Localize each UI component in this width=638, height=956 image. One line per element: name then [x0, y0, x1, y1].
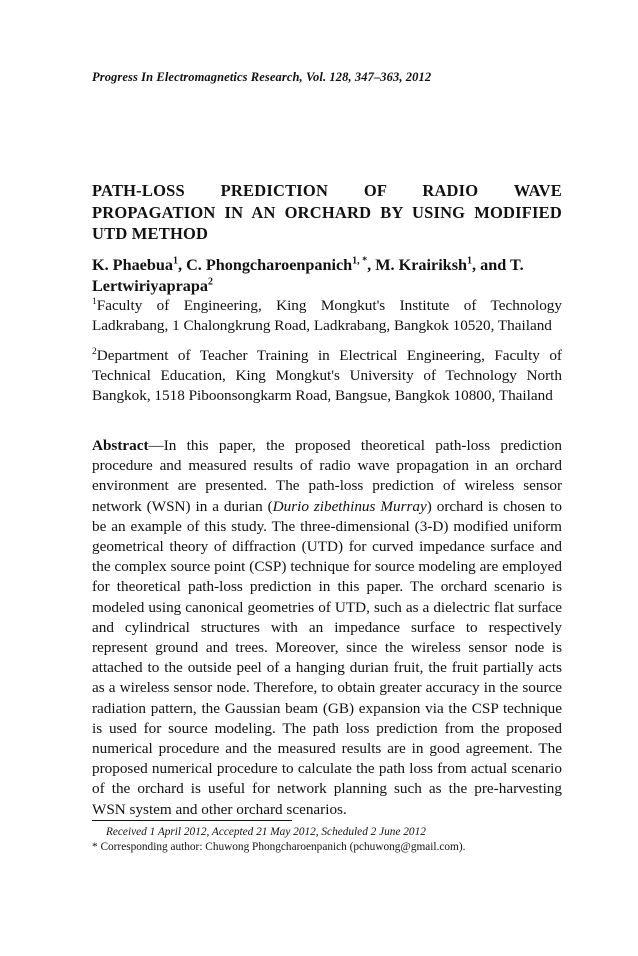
- author-name: K. Phaebua: [92, 256, 173, 274]
- affiliation-2: [92, 346, 562, 407]
- affiliation-text: Department of Teacher Training in Electrical Engineering, Faculty of Technical Education, King Mongkut's University of Technology North Bangkok, 1518 Piboonsongkarm Road, Bangsue, Bangkok 10800, Thailand: [92, 347, 562, 405]
- author-list: [92, 255, 562, 297]
- corresponding-text: Corresponding author: Chuwong Phongcharoenpanich (pchuwong@gmail.com).: [100, 841, 466, 853]
- abstract-label: Abstract: [92, 437, 149, 454]
- author-affiliation-mark: 1: [467, 255, 472, 267]
- affiliation-number: 1: [92, 296, 97, 307]
- paper-title: PATH-LOSS PREDICTION OF RADIO WAVE PROPAGATION IN AN ORCHARD BY USING MODIFIED UTD METHOD: [92, 181, 562, 243]
- corresponding-author-footnote: [92, 840, 562, 855]
- abstract: [92, 436, 562, 820]
- author-affiliation-mark: 1: [172, 255, 178, 267]
- journal-header: Progress In Electromagnetics Research, Vol. 128, 347–363, 2012: [92, 70, 432, 84]
- corresponding-mark: *: [92, 841, 98, 853]
- received-dates-footnote: Received 1 April 2012, Accepted 21 May 2012, Scheduled 2 June 2012: [106, 826, 426, 838]
- author-separator: ,: [367, 256, 376, 274]
- affiliation-number: 2: [92, 346, 97, 357]
- footnote-divider: [92, 820, 292, 821]
- author-name: M. Krairiksh: [375, 256, 467, 274]
- author-separator: ,: [177, 256, 187, 274]
- author-name: T. Lertwiriyaprapa: [92, 256, 524, 295]
- affiliation-1: [92, 296, 562, 336]
- author-name: C. Phongcharoenpanich: [186, 256, 353, 274]
- author-affiliation-mark: 2: [208, 276, 213, 288]
- abstract-text-part-2: ) orchard is chosen to be an example of this study. The three-dimensional (3-D) modified uniform geometrical theory of diffraction (UTD) for curved impedance surface and the complex source point (CSP) technique for source modeling are employed for theoretical path-loss prediction in this paper. The orchard scenario is modeled using canonical geometries of UTD, such as a dielectric flat surface and cylindrical structures with an impedance surface to respectively represent ground and trees. Moreover, since the wireless sensor node is attached to the outside peel of a hanging durian fruit, the fruit partially acts as a wireless sensor node. Therefore, to obtain greater accuracy in the source radiation pattern, the Gaussian beam (GB) expansion via the CSP technique is used for source modeling. The path loss prediction from the proposed numerical procedure and the measured results are in good agreement. The proposed numerical procedure to calculate the path loss from actual scenario of the orchard is useful for network planning such as the pre-harvesting WSN system and other orchard scenarios.: [92, 497, 562, 818]
- affiliation-text: Faculty of Engineering, King Mongkut's Institute of Technology Ladkrabang, 1 Chalongkrung Road, Ladkrabang, Bangkok 10520, Thailand: [92, 297, 562, 335]
- author-conjunction: , and: [472, 256, 507, 274]
- author-affiliation-mark: 1, *: [352, 255, 368, 267]
- species-name: Durio zibethinus Murray: [272, 497, 427, 515]
- abstract-dash: —: [148, 437, 164, 454]
- abstract-text-part-1: In this paper, the proposed theoretical path-loss prediction procedure and measured results of radio wave propagation in an orchard environment are presented. The path-loss prediction of wireless sensor network (WSN) in a durian (: [92, 437, 562, 515]
